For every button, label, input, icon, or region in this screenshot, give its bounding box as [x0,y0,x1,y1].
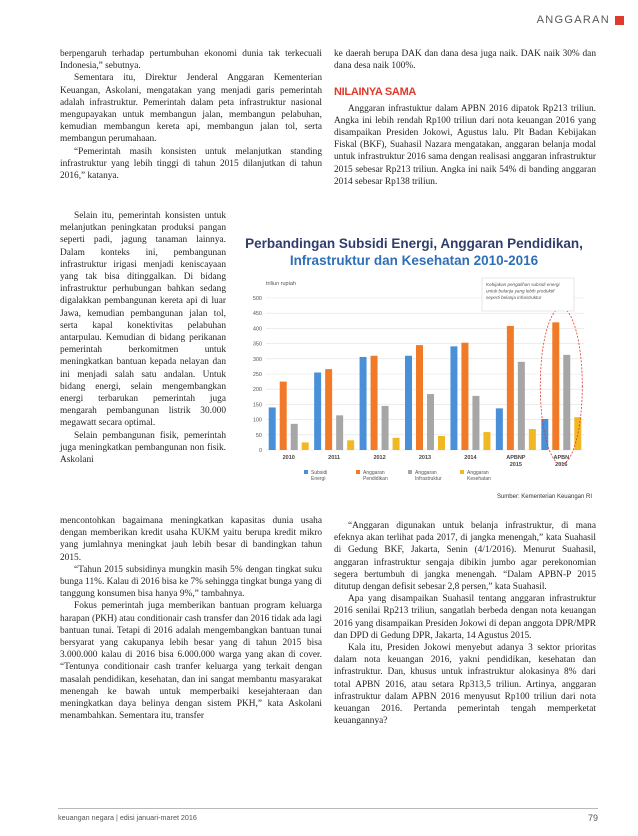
x-tick-label: 2011 [328,455,341,461]
paragraph: Anggaran infrastuktur dalam APBN 2016 dipatok Rp213 triliun. Angka ini lebih rendah Rp100 triliun dari nota keuangan 2016 yang disampaikan Presiden Jokowi, Agustus lalu. Plt Badan Kebijakan Fiskal (BKF), Suahasil Nazara mengatakan, anggaran belanja modal untuk infrastruktur 2016 sama dengan realisasi anggaran infrastruktur 2015 sebesar Rp213 triliun. Angka ini naik 54% di banding anggaran 2014 sebesar Rp138 triliun. [334,103,596,187]
left-column-narrow [60,210,226,466]
annotation-text: Kebijakan pengalihan subsidi energi [486,282,560,287]
paragraph: berpengaruh terhadap pertumbuhan ekonomi dunia tak terkecuali Indonesia,” sebutnya. [60,49,322,72]
bar-anggaran-kesehatan [438,436,445,450]
annotation-text: untuk belanja yang lebih produktif [486,288,555,294]
bar-anggaran-pendidikan [416,345,423,450]
paragraph: Kala itu, Presiden Jokowi menyebut adanya 3 sektor prioritas dalam nota keuangan 2016, yakni pendidikan, kesehatan dan infrastruktur. Dan, khusus untuk infrastruktur alokasinya 8% dari total APBN 2016, atau setara Rp313,5 triliun. Artinya, anggaran infrastruktur dalam APBN 2016 menyusut Rp100 triliun dari nota keuangan 2016. Pertanda pemerintah tengah memperketat keuangannya? [334,643,596,727]
bar-subsidi-energi [405,356,412,450]
bar-anggaran-kesehatan [302,442,309,450]
y-tick-label: 450 [252,311,262,318]
annotation-text: seperti belanja infrastruktur [486,295,542,300]
page-number: 79 [587,813,598,823]
bar-subsidi-energi [360,357,367,450]
left-column-top [60,48,322,182]
bar-anggaran-infrastruktur [563,355,570,450]
paragraph: Fokus pemerintah juga memberikan bantuan program keluarga harapan (PKH) atau conditionair cash transfer dan 2016 tidak ada lagi bantuan tunai. Tetapi di 2016 adalah mengembangkan bantuan tunai bersyarat yang cakupanya lebih besar yang di tahun 2015 bisa 3.000.000 kalau di 2016 bisa 6.000.000 warga yang akan di cover. “Tentunya conditionair cash tranfer keluarga yang terkait dengan masalah pendidikan, kesehatan, dan ini sangat membantu masyarakat menengah ke bawah untuk memperbaiki kesejahteraan dan meningkatkan daya belinya dengan sistem PKH,” kata Askolani menambahkan. Sementara itu, transfer [60,601,322,722]
paragraph: Selain pembangunan fisik, pemerintah juga meningkatkan pembangunan non fisik. Askolani [60,430,226,466]
bar-subsidi-energi [496,408,503,450]
bar-anggaran-infrastruktur [472,396,479,450]
bar-anggaran-pendidikan [280,382,287,450]
y-axis-label: triliun rupiah [266,281,296,287]
left-column-bottom [60,515,322,722]
bar-anggaran-infrastruktur [382,406,389,450]
bar-anggaran-pendidikan [325,369,332,450]
legend-label: Anggaran [415,470,437,476]
y-tick-label: 350 [252,341,262,348]
y-tick-label: 400 [252,326,262,333]
bar-anggaran-pendidikan [371,356,378,450]
bar-subsidi-energi [269,407,276,450]
x-tick-label: 2015 [509,462,522,468]
page-footer [58,808,598,823]
bar-anggaran-infrastruktur [336,415,343,450]
x-tick-label: APBN [553,455,570,461]
bar-subsidi-energi [450,346,457,450]
y-tick-label: 500 [252,296,262,302]
legend-label: Pendidikan [363,476,388,482]
section-label: ANGGARAN [536,14,610,26]
footer-publication: keuangan negara | edisi januari-maret 2016 [58,813,197,822]
y-tick-label: 100 [252,417,262,424]
x-tick-label: 2016 [555,462,568,468]
y-tick-label: 300 [252,356,262,363]
bar-anggaran-infrastruktur [291,424,298,450]
legend-label: Infrastruktur [415,476,442,482]
subheading: NILAINYA SAMA [334,86,417,99]
bar-anggaran-kesehatan [347,440,354,450]
x-tick-label: APBNP [506,455,526,461]
paragraph: “Tahun 2015 subsidinya mungkin masih 5% dengan tingkat suku bunga 11%. Kalau di 2016 bisa ke 7% sehingga tingkat bunga yang di tanggung konsumen bisa hanya 9%,” tambahnya. [60,564,323,600]
x-tick-label: 2012 [373,455,386,461]
y-tick-label: 150 [252,402,262,409]
y-tick-label: 200 [252,387,262,394]
bar-anggaran-kesehatan [529,429,536,450]
bar-chart [232,228,596,506]
legend-swatch [460,470,464,474]
bar-anggaran-pendidikan [552,322,559,450]
legend-label: Subsidi [311,470,328,476]
legend-swatch [408,470,412,474]
paragraph: “Anggaran digunakan untuk belanja infrastruktur, di mana efeknya akan terlihat pada 2017, di jangka menengah,” kata Suahasil di Gedung BKF, Jakarta, Senin (4/1/2016). Menurut Suahasil, anggaran infrastruktur sengaja dibikin jumbo agar perekonomian segera bertumbuh di jangka menengah. “Dalam APBN-P 2015 ditutup dengan defisit sebesar 2,8 persen,” kata Suahasil. [334,521,596,593]
right-column-top [334,48,596,188]
legend-label: Energi [311,476,326,482]
y-tick-label: 50 [255,432,262,439]
chart-figure [232,228,596,506]
paragraph: Selain itu, pemerintah konsisten untuk melanjutkan peningkatan produksi pangan seperti padi, jagung tanaman lainnya. Dalam konteks ini, pembangunan infrastruktur irigasi menjadi keniscayaan yang tak bisa ditinggalkan. Di bidang infrastruktur perhubungan bahkan sedang digalakkan pembangunan kereta api di luar Jawa, kemudian pembangunan jalan tol, serta kapal konektivitas pelabuhan antarpulau. Kemudian di bidang perikanan pemerintah berkomitmen untuk meningkatkan bantuan kepada nelayan dan ini menjadi salah satu andalan. Untuk bidang energi, selain mengembangkan energi terbarukan pemerintah juga mengarah pembangunan listrik 30.000 megawatt secara optimal. [60,211,226,429]
bar-anggaran-infrastruktur [518,362,525,450]
bar-anggaran-pendidikan [461,343,468,450]
paragraph: ke daerah berupa DAK dan dana desa juga naik. DAK naik 30% dan dana desa naik 100%. [334,49,596,72]
paragraph: Sementara itu, Direktur Jenderal Anggaran Kementerian Keuangan, Askolani, mengatakan yang menjadi garis pemerintah adalah infrastruktur. Pemerintah dalam peta infrastruktur nasional mengupayakan untuk membangun jalan, membangun pelabuhan, kemudian membangun kereta api, membangun jalan tol, serta membangun perumahaan. [60,73,322,145]
right-column-bottom [334,520,596,727]
x-tick-label: 2014 [464,455,477,461]
bar-anggaran-infrastruktur [427,394,434,450]
legend-swatch [356,470,360,474]
bar-anggaran-pendidikan [507,326,514,450]
section-header [537,14,624,26]
bar-anggaran-kesehatan [483,432,490,450]
chart-title-line2: Infrastruktur dan Kesehatan 2010-2016 [289,253,539,268]
legend-swatch [304,470,308,474]
legend-label: Anggaran [467,470,489,476]
x-tick-label: 2013 [418,455,432,461]
section-marker [615,16,624,25]
paragraph: mencontohkan bagaimana meningkatkan kapasitas dunia usaha dengan memberikan kredit usaha KUKM yaitu berupa kredit mikro yang jumlahnya meningkat jauh lebih besar di bandingkan tahun 2015. [60,516,322,563]
legend-label: Anggaran [363,470,385,476]
paragraph: Apa yang disampaikan Suahasil tentang anggaran infrastruktur 2016 senilai Rp213 triliun, sangatlah berbeda dengan nota keuangan 2016 yang disampaikan Presiden Jokowi di depan anggota DPR/MPR dan DPD di Gedung DPR, Jakarta, 14 Agustus 2015. [334,594,596,641]
y-tick-label: 0 [258,448,262,454]
chart-title-line1: Perbandingan Subsidi Energi, Anggaran Pendidikan, [245,236,583,251]
y-tick-label: 250 [252,372,262,378]
bar-anggaran-kesehatan [393,438,400,450]
x-tick-label: 2010 [282,455,295,461]
bar-subsidi-energi [314,372,321,450]
legend-label: Kesehatan [467,476,491,482]
paragraph: “Pemerintah masih konsisten untuk melanjutkan standing infrastruktur yang lebih tinggi di tahun 2015 dilanjutkan di tahun 2016,” katanya. [60,146,322,182]
chart-source: Sumber: Kementerian Keuangan RI [496,494,592,500]
